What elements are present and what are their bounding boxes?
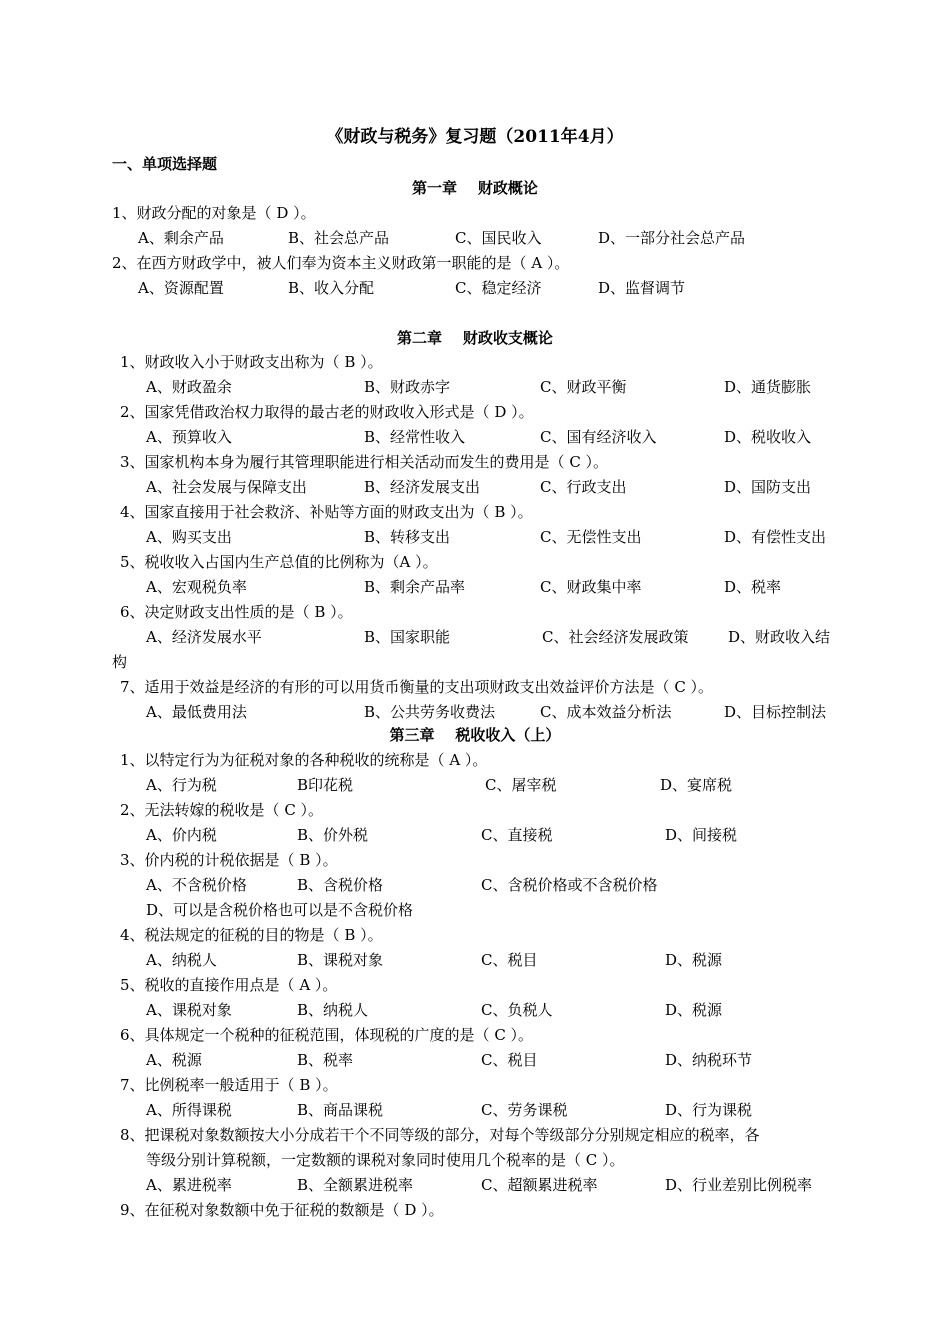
section-heading: 一、单项选择题 [112,155,218,173]
option: C、超额累进税率 [481,1176,598,1194]
option: B、全额累进税率 [297,1176,414,1194]
option: C、税目 [481,1051,538,1069]
option: A、累进税率 [146,1176,232,1194]
option: A、行为税 [146,776,217,794]
option: D、一部分社会总产品 [598,229,746,247]
option: A、所得课税 [146,1101,232,1119]
option: D、间接税 [665,826,738,844]
option: C、直接税 [481,826,553,844]
option: C、含税价格或不含税价格 [481,876,658,894]
option: C、国有经济收入 [540,428,657,446]
option: C、稳定经济 [455,279,542,297]
chapter-heading: 第一章 财政概论 [412,179,538,197]
option: D、可以是含税价格也可以是不含税价格 [146,901,414,919]
option: B、社会总产品 [288,229,390,247]
question-text: 3、价内税的计税依据是（ B ）。 [120,851,338,869]
question-text: 3、国家机构本身为履行其管理职能进行相关活动而发生的费用是（ C ）。 [120,453,609,471]
option: B、剩余产品率 [364,578,466,596]
option: A、宏观税负率 [146,578,247,596]
question-text: 1、财政分配的对象是（ D ）。 [112,204,316,222]
option: B、经常性收入 [364,428,466,446]
option: B、国家职能 [364,628,451,646]
option: B、收入分配 [288,279,375,297]
question-text: 7、适用于效益是经济的有形的可以用货币衡量的支出项财政支出效益评价方法是（ C ）。 [120,678,714,696]
question-text: 8、把课税对象数额按大小分成若干个不同等级的部分，对每个等级部分分别规定相应的税率，各 [120,1126,760,1144]
question-text: 2、无法转嫁的税收是（ C ）。 [120,801,324,819]
option: C、行政支出 [540,478,627,496]
option: D、财政收入结 [728,628,831,646]
option: A、资源配置 [138,279,224,297]
option: A、不含税价格 [146,876,247,894]
option: B、纳税人 [297,1001,369,1019]
option: B、商品课税 [297,1101,384,1119]
option: D、行为课税 [665,1101,753,1119]
option: B、财政赤字 [364,378,451,396]
question-text: 2、在西方财政学中，被人们奉为资本主义财政第一职能的是（ A ）。 [112,254,570,272]
option: C、财政平衡 [540,378,627,396]
chapter-heading: 第三章 税收收入（上） [389,726,561,744]
option: B、公共劳务收费法 [364,703,496,721]
option: A、最低费用法 [146,703,247,721]
question-text-continuation: 等级分别计算税额，一定数额的课税对象同时使用几个税率的是（ C ）。 [146,1151,625,1169]
option: A、购买支出 [146,528,232,546]
option: A、课税对象 [146,1001,232,1019]
option: A、经济发展水平 [146,628,262,646]
option: C、国民收入 [455,229,542,247]
option: D、有偿性支出 [724,528,827,546]
option: D、行业差别比例税率 [665,1176,813,1194]
option: D、通货膨胀 [724,378,812,396]
option: C、无偿性支出 [540,528,642,546]
option: B、含税价格 [297,876,384,894]
question-text: 6、具体规定一个税种的征税范围，体现税的广度的是（ C ）。 [120,1026,534,1044]
option: D、纳税环节 [665,1051,753,1069]
option: D、目标控制法 [724,703,827,721]
option: B、课税对象 [297,951,384,969]
question-text: 2、国家凭借政治权力取得的最古老的财政收入形式是（ D ）。 [120,403,534,421]
option: A、剩余产品 [138,229,224,247]
option: A、预算收入 [146,428,232,446]
question-text: 7、比例税率一般适用于（ B ）。 [120,1076,338,1094]
question-text: 5、税收的直接作用点是（ A ）。 [120,976,338,994]
question-text: 4、国家直接用于社会救济、补贴等方面的财政支出为（ B ）。 [120,503,533,521]
option: C、负税人 [481,1001,553,1019]
option: D、税收收入 [724,428,812,446]
option: B、经济发展支出 [364,478,481,496]
option: A、纳税人 [146,951,217,969]
question-text: 4、税法规定的征税的目的物是（ B ）。 [120,926,383,944]
option: C、屠宰税 [485,776,557,794]
option: C、劳务课税 [481,1101,568,1119]
option: D、税源 [665,951,723,969]
question-text: 1、以特定行为为征税对象的各种税收的统称是（ A ）。 [120,751,488,769]
question-text: 1、财政收入小于财政支出称为（ B ）。 [120,353,383,371]
option: C、社会经济发展政策 [542,628,689,646]
wrapped-text: 构 [112,653,128,671]
document-title: 《财政与税务》复习题（2011年4月） [326,127,624,147]
option: B、税率 [297,1051,354,1069]
option: D、监督调节 [598,279,686,297]
option: D、国防支出 [724,478,812,496]
option: B印花税 [297,776,354,794]
option: C、财政集中率 [540,578,642,596]
option: A、财政盈余 [146,378,232,396]
option: D、税率 [724,578,782,596]
option: A、社会发展与保障支出 [146,478,307,496]
chapter-heading: 第二章 财政收支概论 [397,329,553,347]
option: C、税目 [481,951,538,969]
option: D、宴席税 [660,776,733,794]
option: C、成本效益分析法 [540,703,672,721]
question-text: 6、决定财政支出性质的是（ B ）。 [120,603,353,621]
option: B、转移支出 [364,528,451,546]
question-text: 9、在征税对象数额中免于征税的数额是（ D ）。 [120,1201,444,1219]
option: A、税源 [146,1051,202,1069]
option: B、价外税 [297,826,369,844]
option: A、价内税 [146,826,217,844]
option: D、税源 [665,1001,723,1019]
question-text: 5、税收收入占国内生产总值的比例称为（A ）。 [120,553,438,571]
